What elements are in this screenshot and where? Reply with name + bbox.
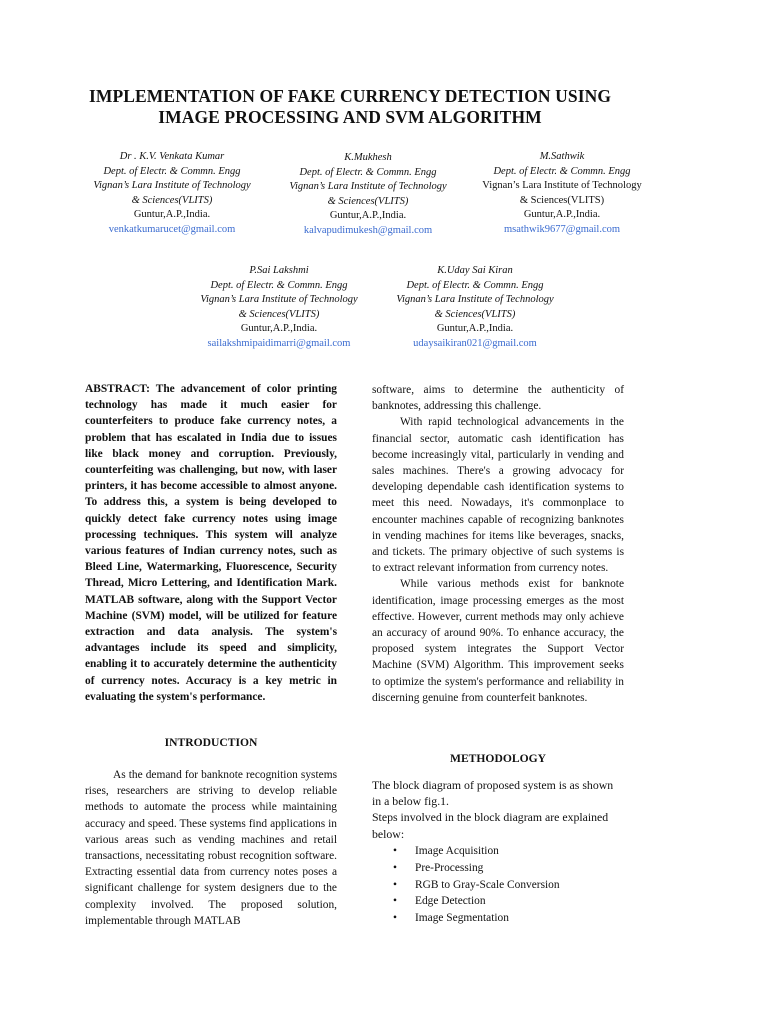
list-item (392, 893, 560, 910)
author-name: M.Sathwik (539, 151, 585, 162)
author-location: Guntur,A.P.,India. (523, 209, 601, 220)
author-name: P.Sai Lakshmi (249, 265, 309, 276)
author-institute-2: & Sciences(VLITS) (131, 194, 213, 206)
author-dept: Dept. of Electr. & Commn. Engg (493, 165, 631, 177)
paragraph-financial: With rapid technological advancements in the financial sector, automatic cash identification has become increasingly vital, particularly in vending and sales machines. There's a growing advocacy for developing dependable cash identification systems to meet this need. Nowadays, it's commonplace to encounter machines capable of recognizing banknotes in vending machines for items like beverages, snacks, and tickets. The primary objective of such systems is to extract relevant information from currency notes. (372, 416, 624, 575)
abstract-text: ABSTRACT: The advancement of color printing technology has made it much easier for counterfeiters to produce fake currency notes, a problem that has escalated in India due to issues like black money and corruption. Previously, counterfeiting was challenging, but now, with laser printers, it has become accessible to almost anyone. To address this, a system is being developed to quickly detect fake currency notes using image processing techniques. This system will analyze various features of Indian currency notes, such as Bleed Line, Watermarking, Fluorescence, Security Thread, Micro Lettering, and Identification Mark. MATLAB software, along with the Support Vector Machine (SVM) model, will be utilized for feature extraction and data analysis. The system's advantages include its speed and simplicity, enabling it to accurately determine the authenticity of currency notes. Accuracy is a key metric in evaluating the system's performance. (85, 383, 337, 703)
methodology-intro: The block diagram of proposed system is as shown in a below fig.1. (372, 778, 614, 809)
title-line-1: IMPLEMENTATION OF FAKE CURRENCY DETECTION USING (88, 86, 612, 106)
introduction-paragraph: As the demand for banknote recognition systems rises, researchers are striving to develop reliable methods to automate the process while maintaining accuracy and speed. These systems find applications in various areas such as vending machines and retail transactions, necessitating robust recognition software. Extracting essential data from currency notes poses a significant challenge for system designers due to the complexity involved. The proposed solution, implementable through MATLAB (85, 769, 337, 927)
step-label: RGB to Gray-Scale Conversion (415, 878, 560, 891)
paragraph-methods: While various methods exist for banknote identification, image processing emerges as the most effective. However, current methods may only achieve an accuracy of around 90%. To enhance accuracy, the proposed system integrates the Support Vector Machine (SVM) Algorithm. This improvement seeks to optimize the system's performance and reliability in discerning genuine from counterfeit banknotes. (372, 578, 624, 704)
author-location: Guntur,A.P.,India. (240, 323, 318, 334)
step-label: Image Acquisition (415, 845, 499, 857)
author-dept: Dept. of Electr. & Commn. Engg (103, 165, 241, 177)
author-institute-2: & Sciences(VLITS) (519, 194, 605, 206)
author-dept: Dept. of Electr. & Commn. Engg (299, 166, 437, 178)
author-location: Guntur,A.P.,India. (133, 209, 211, 220)
author-name: K.Mukhesh (344, 152, 392, 163)
methodology-steps-intro: Steps involved in the block diagram are explained below: (372, 810, 609, 841)
author-email[interactable]: kalvapudimukesh@gmail.com (303, 224, 433, 236)
author-institute: Vignan’s Lara Institute of Technology (200, 294, 358, 305)
list-item (392, 843, 560, 860)
author-dept: Dept. of Electr. & Commn. Engg (406, 279, 544, 291)
step-label: Image Segmentation (415, 912, 509, 925)
abstract (85, 381, 337, 705)
title-line-2: IMAGE PROCESSING AND SVM ALGORITHM (158, 107, 542, 127)
methodology-body (372, 777, 624, 842)
right-column-body (372, 382, 624, 706)
author-email[interactable]: udaysaikiran021@gmail.com (413, 337, 537, 349)
author-email[interactable]: sailakshmipaidimarri@gmail.com (207, 337, 351, 349)
list-item (392, 860, 560, 877)
author-email[interactable]: venkatkumarucet@gmail.com (108, 223, 236, 235)
bullet-icon: • (393, 912, 397, 925)
list-item (392, 910, 560, 927)
author-institute-2: & Sciences(VLITS) (327, 195, 409, 207)
author-institute-2: & Sciences(VLITS) (434, 308, 516, 320)
author-dept: Dept. of Electr. & Commn. Engg (210, 279, 348, 291)
author-name: Dr . K.V. Venkata Kumar (119, 151, 225, 162)
methodology-heading: METHODOLOGY (450, 752, 546, 765)
bullet-icon: • (393, 861, 397, 874)
list-item (392, 877, 560, 894)
step-label: Pre-Processing (415, 861, 484, 874)
author-institute: Vignan’s Lara Institute of Technology (482, 180, 642, 191)
paper-title (60, 86, 640, 128)
author-block-1 (82, 150, 262, 237)
steps-list (392, 843, 560, 927)
author-email[interactable]: msathwik9677@gmail.com (503, 223, 621, 235)
bullet-icon: • (393, 895, 397, 908)
paragraph-continued: software, aims to determine the authenticity of banknotes, addressing this challenge. (372, 384, 624, 413)
author-institute: Vignan’s Lara Institute of Technology (289, 181, 447, 192)
bullet-icon: • (393, 845, 397, 857)
author-location: Guntur,A.P.,India. (329, 210, 407, 221)
author-block-3 (472, 150, 652, 237)
author-institute-2: & Sciences(VLITS) (238, 308, 320, 320)
bullet-icon: • (393, 878, 397, 891)
step-label: Edge Detection (415, 895, 486, 908)
author-institute: Vignan’s Lara Institute of Technology (93, 180, 251, 191)
author-name: K.Uday Sai Kiran (437, 265, 513, 276)
introduction-body (85, 767, 337, 929)
author-institute: Vignan’s Lara Institute of Technology (396, 294, 554, 305)
author-block-2 (278, 151, 458, 238)
introduction-heading: INTRODUCTION (164, 736, 258, 749)
author-block-5 (385, 264, 565, 351)
author-location: Guntur,A.P.,India. (436, 323, 514, 334)
author-block-4 (189, 264, 369, 351)
